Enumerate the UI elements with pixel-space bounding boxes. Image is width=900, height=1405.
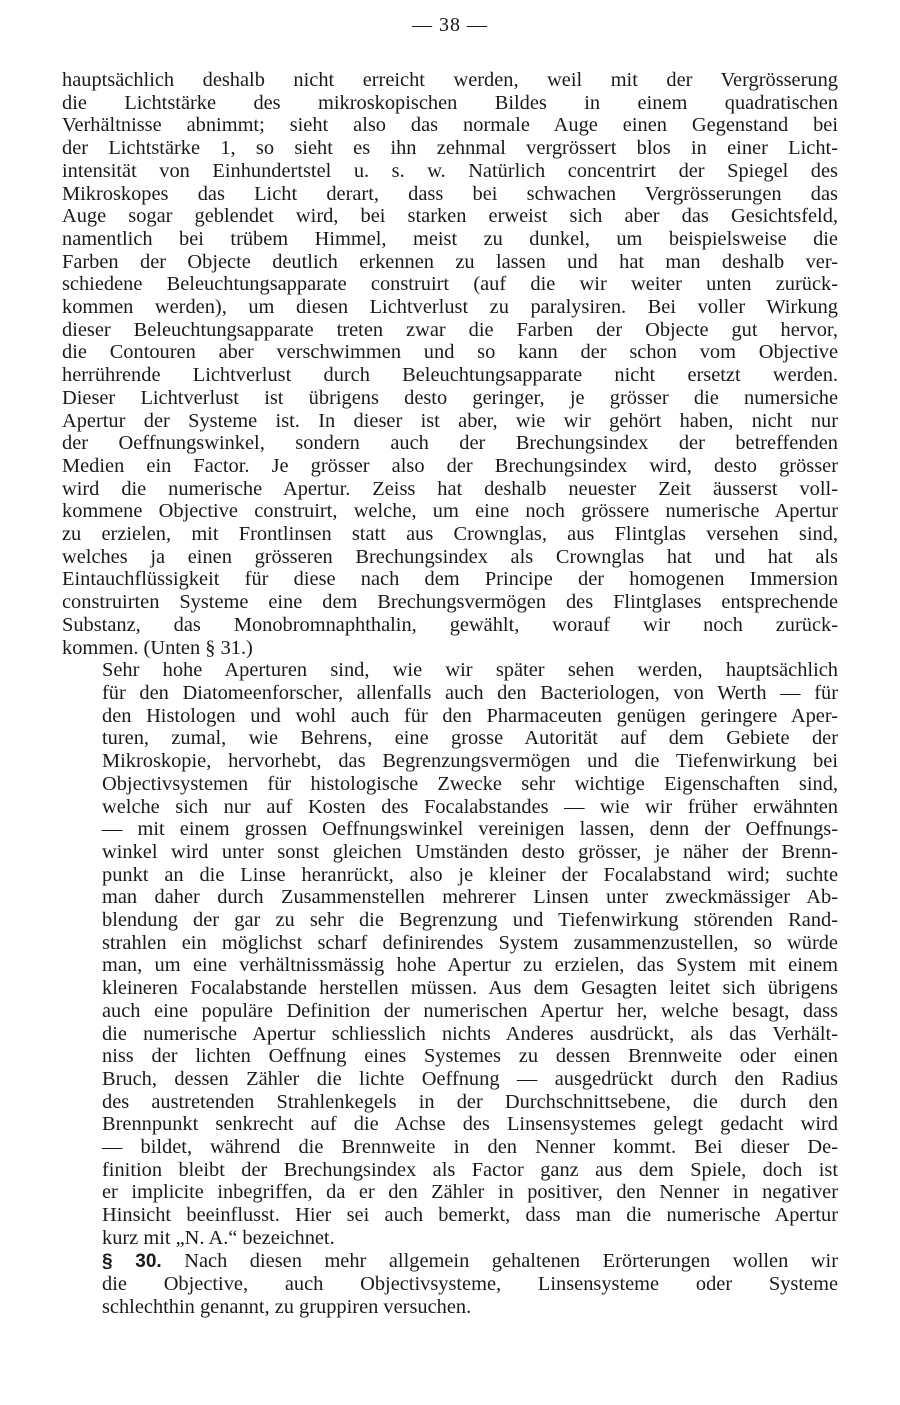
text-line: kommen werden), um diesen Lichtverlust zu paralysiren. Bei voller Wirkung bbox=[62, 296, 838, 319]
text-line: für den Diatomeenforscher, allenfalls auch den Bacteriologen, von Werth — für bbox=[102, 681, 838, 704]
text-line: den Histologen und wohl auch für den Pharmaceuten genügen geringere Aper- bbox=[102, 704, 838, 727]
text-line: des austretenden Strahlenkegels in der Durchschnittsebene, die durch den bbox=[102, 1090, 838, 1113]
text-line: kurz mit „N. A.“ bezeichnet. bbox=[102, 1226, 335, 1249]
text-line: Dieser Lichtverlust ist übrigens desto geringer, je grösser die numersiche bbox=[62, 386, 838, 409]
text-line: niss der lichten Oeffnung eines Systemes zu dessen Brennweite oder einen bbox=[102, 1045, 838, 1068]
text-line: construirten Systeme eine dem Brechungsvermögen des Flintglases entsprechende bbox=[62, 591, 838, 614]
text-line: Brennpunkt senkrecht auf die Achse des Linsensystemes gelegt gedacht wird bbox=[102, 1113, 838, 1136]
text-line: zu erzielen, mit Frontlinsen statt aus Crownglas, aus Flintglas versehen sind, bbox=[62, 523, 838, 546]
text-line: schlechthin genannt, zu gruppiren versuchen. bbox=[102, 1295, 472, 1318]
text-line: wird die numerische Apertur. Zeiss hat deshalb neuester Zeit äusserst voll- bbox=[62, 477, 838, 500]
text-line: die Lichtstärke des mikroskopischen Bildes in einem quadratischen bbox=[62, 91, 838, 114]
text-line: kommen. (Unten § 31.) bbox=[62, 636, 253, 659]
text-line: man, um eine verhältnissmässig hohe Apertur zu erzielen, das System mit einem bbox=[102, 954, 838, 977]
text-line: — bildet, während die Brennweite in den Nenner kommt. Bei dieser De- bbox=[102, 1136, 838, 1159]
text-line: Mikroskopes das Licht derart, dass bei schwachen Vergrösserungen das bbox=[62, 182, 838, 205]
text-line: winkel wird unter sonst gleichen Umständen desto grösser, je näher der Brenn- bbox=[102, 840, 838, 863]
text-line: punkt an die Linse heranrückt, also je kleiner der Focalabstand wird; suchte bbox=[102, 863, 838, 886]
text-line: die Objective, auch Objectivsysteme, Linsensysteme oder Systeme bbox=[102, 1273, 838, 1296]
text-line: der Lichtstärke 1, so sieht es ihn zehnmal vergrössert blos in einer Licht- bbox=[62, 137, 838, 160]
text-line: die Contouren aber verschwimmen und so kann der schon vom Objective bbox=[62, 341, 838, 364]
text-line: Objectivsystemen für histologische Zwecke sehr wichtige Eigenschaften sind, bbox=[102, 772, 838, 795]
paragraph-1 bbox=[62, 69, 838, 659]
text-line: Medien ein Factor. Je grösser also der Brechungsindex wird, desto grösser bbox=[62, 454, 838, 477]
text-line: welche sich nur auf Kosten des Focalabstandes — wie wir früher erwähnten bbox=[102, 795, 838, 818]
text-line: Verhältnisse abnimmt; sieht also das normale Auge einen Gegenstand bei bbox=[62, 114, 838, 137]
paragraph-3-section-30 bbox=[62, 1250, 838, 1319]
page-number: — 38 — bbox=[412, 14, 488, 36]
section-number: § 30. bbox=[102, 1250, 162, 1272]
text-line: kommene Objective construirt, welche, um eine noch grössere numerische Apertur bbox=[62, 500, 838, 523]
text-line: Substanz, das Monobromnaphthalin, gewählt, worauf wir noch zurück- bbox=[62, 613, 838, 636]
text-line: strahlen ein möglichst scharf definirendes System zusammenzustellen, so würde bbox=[102, 931, 838, 954]
text-line: Farben der Objecte deutlich erkennen zu lassen und hat man deshalb ver- bbox=[62, 250, 838, 273]
text-line: turen, zumal, wie Behrens, eine grosse Autorität auf dem Gebiete der bbox=[102, 727, 838, 750]
text-line: Sehr hohe Aperturen sind, wie wir später sehen werden, hauptsächlich bbox=[102, 659, 838, 682]
text-line: schiedene Beleuchtungsapparate construirt (auf die wir weiter unten zurück- bbox=[62, 273, 838, 296]
text-line: der Oeffnungswinkel, sondern auch der Brechungsindex der betreffenden bbox=[62, 432, 838, 455]
text-line: Auge sogar geblendet wird, bei starken erweist sich aber das Gesichtsfeld, bbox=[62, 205, 838, 228]
text-run: Nach diesen mehr allgemein gehaltenen Erörterungen wollen wir bbox=[184, 1249, 838, 1272]
text-line: hauptsächlich deshalb nicht erreicht werden, weil mit der Vergrösserung bbox=[62, 69, 838, 91]
text-line: Apertur der Systeme ist. In dieser ist aber, wie wir gehört haben, nicht nur bbox=[62, 409, 838, 432]
text-line: — mit einem grossen Oeffnungswinkel vereinigen lassen, denn der Oeffnungs- bbox=[102, 818, 838, 841]
text-line: man daher durch Zusammenstellen mehrerer Linsen unter zweckmässiger Ab- bbox=[102, 886, 838, 909]
text-line: blendung der gar zu sehr die Begrenzung und Tiefenwirkung störenden Rand- bbox=[102, 909, 838, 932]
text-line: Mikroskopie, hervorhebt, das Begrenzungsvermögen und die Tiefenwirkung bei bbox=[102, 750, 838, 773]
text-line: dieser Beleuchtungsapparate treten zwar die Farben der Objecte gut hervor, bbox=[62, 318, 838, 341]
text-line bbox=[62, 1250, 838, 1274]
text-line: Eintauchflüssigkeit für diese nach dem Principe der homogenen Immersion bbox=[62, 568, 838, 591]
text-line: intensität von Einhundertstel u. s. w. Natürlich concentrirt der Spiegel des bbox=[62, 159, 838, 182]
text-line: namentlich bei trübem Himmel, meist zu dunkel, um beispielsweise die bbox=[62, 227, 838, 250]
text-line: er implicite inbegriffen, da er den Zähler in positiver, den Nenner in negativer bbox=[102, 1181, 838, 1204]
text-line: auch eine populäre Definition der numerischen Apertur her, welche besagt, dass bbox=[102, 999, 838, 1022]
text-line: finition bleibt der Brechungsindex als Factor ganz aus dem Spiele, doch ist bbox=[102, 1158, 838, 1181]
paragraph-2 bbox=[62, 659, 838, 1249]
text-line: kleineren Focalabstande herstellen müssen. Aus dem Gesagten leitet sich übrigens bbox=[102, 977, 838, 1000]
text-line: Hinsicht beeinflusst. Hier sei auch bemerkt, dass man die numerische Apertur bbox=[102, 1204, 838, 1227]
text-line: die numerische Apertur schliesslich nichts Anderes ausdrückt, als das Verhält- bbox=[102, 1022, 838, 1045]
text-line: Bruch, dessen Zähler die lichte Oeffnung — ausgedrückt durch den Radius bbox=[102, 1067, 838, 1090]
text-line: herrührende Lichtverlust durch Beleuchtungsapparate nicht ersetzt werden. bbox=[62, 364, 838, 387]
text-line: welches ja einen grösseren Brechungsindex als Crownglas hat und hat als bbox=[62, 545, 838, 568]
